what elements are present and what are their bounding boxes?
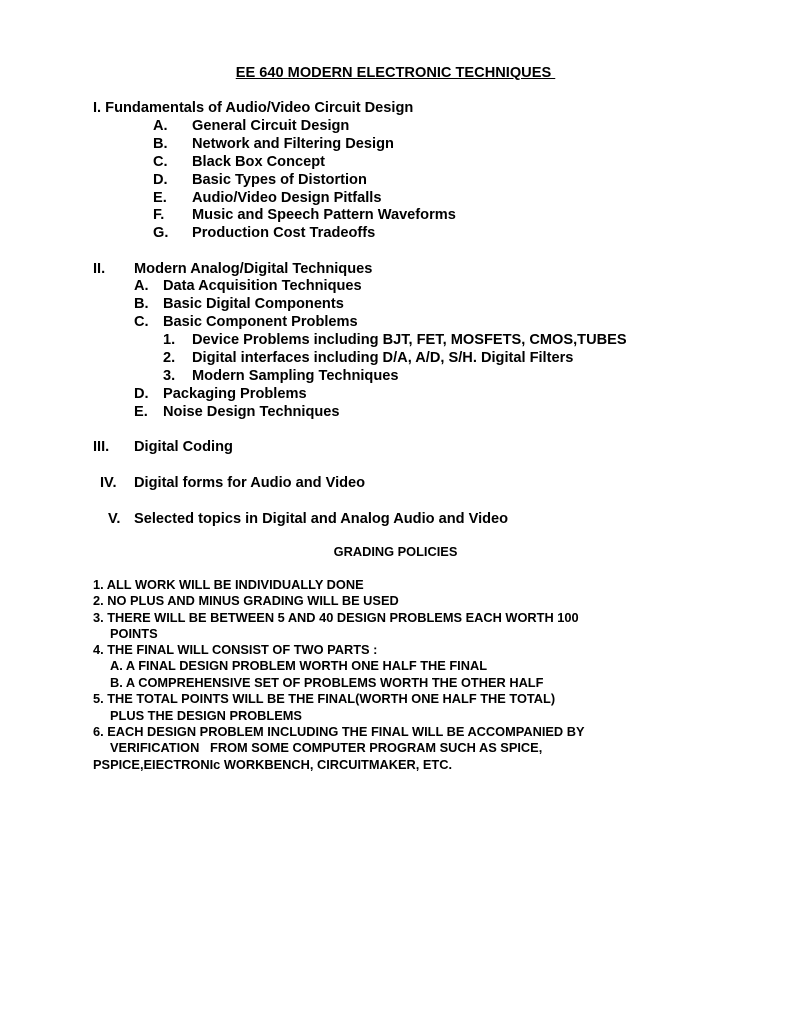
- section-2-subitem-label: 2.: [163, 350, 176, 366]
- section-3-numeral: III.: [93, 439, 110, 455]
- grading-line: PSPICE,EIECTRONIc WORKBENCH, CIRCUITMAKER, ETC.: [93, 757, 453, 772]
- section-1-heading: I. Fundamentals of Audio/Video Circuit Design: [93, 100, 414, 116]
- section-4-heading: Digital forms for Audio and Video: [134, 475, 366, 491]
- section-2-item-label: E.: [134, 404, 148, 420]
- section-2-item-text: Data Acquisition Techniques: [163, 278, 362, 294]
- section-2-item-text: Noise Design Techniques: [163, 404, 340, 420]
- section-1-item-label: D.: [153, 172, 168, 188]
- grading-line: 1. ALL WORK WILL BE INDIVIDUALLY DONE: [93, 577, 364, 592]
- section-2-subitem-text: Device Problems including BJT, FET, MOSFETS, CMOS,TUBES: [192, 332, 627, 348]
- grading-line: B. A COMPREHENSIVE SET OF PROBLEMS WORTH THE OTHER HALF: [110, 675, 544, 690]
- section-2-item-label: D.: [134, 386, 149, 402]
- section-1-item-label: E.: [153, 190, 167, 206]
- section-1-item-text: Black Box Concept: [192, 154, 325, 170]
- grading-line: VERIFICATION FROM SOME COMPUTER PROGRAM SUCH AS SPICE,: [110, 740, 543, 755]
- section-1-item-label: B.: [153, 136, 168, 152]
- section-2-item-text: Basic Digital Components: [163, 296, 344, 312]
- grading-heading: GRADING POLICIES: [333, 544, 458, 559]
- section-1-item-label: A.: [153, 118, 168, 134]
- section-1-item-label: F.: [153, 207, 165, 223]
- section-4-numeral: IV.: [100, 475, 117, 491]
- grading-line: 4. THE FINAL WILL CONSIST OF TWO PARTS :: [93, 642, 378, 657]
- grading-line: POINTS: [110, 626, 158, 641]
- section-1-item-text: Production Cost Tradeoffs: [192, 225, 376, 241]
- grading-line: 2. NO PLUS AND MINUS GRADING WILL BE USED: [93, 593, 399, 608]
- page-title: EE 640 MODERN ELECTRONIC TECHNIQUES: [235, 65, 556, 81]
- grading-line: PLUS THE DESIGN PROBLEMS: [110, 708, 302, 723]
- section-2-heading: Modern Analog/Digital Techniques: [134, 261, 373, 277]
- grading-line: A. A FINAL DESIGN PROBLEM WORTH ONE HALF THE FINAL: [110, 658, 488, 673]
- grading-line: 6. EACH DESIGN PROBLEM INCLUDING THE FINAL WILL BE ACCOMPANIED BY: [93, 724, 585, 739]
- section-3-heading: Digital Coding: [134, 439, 233, 455]
- grading-line: 5. THE TOTAL POINTS WILL BE THE FINAL(WORTH ONE HALF THE TOTAL): [93, 691, 556, 706]
- section-2-subitem-text: Modern Sampling Techniques: [192, 368, 399, 384]
- section-2-item-label: A.: [134, 278, 149, 294]
- grading-line: 3. THERE WILL BE BETWEEN 5 AND 40 DESIGN PROBLEMS EACH WORTH 100: [93, 610, 579, 625]
- section-5-numeral: V.: [108, 511, 121, 527]
- section-1-item-text: General Circuit Design: [192, 118, 350, 134]
- section-2-item-label: C.: [134, 314, 149, 330]
- section-2-subitem-label: 1.: [163, 332, 176, 348]
- section-2-numeral: II.: [93, 261, 106, 277]
- section-5-heading: Selected topics in Digital and Analog Audio and Video: [134, 511, 509, 527]
- section-2-item-label: B.: [134, 296, 149, 312]
- section-1-item-text: Basic Types of Distortion: [192, 172, 367, 188]
- section-2-item-text: Basic Component Problems: [163, 314, 358, 330]
- section-1-item-label: C.: [153, 154, 168, 170]
- section-1-item-text: Music and Speech Pattern Waveforms: [192, 207, 456, 223]
- section-1-item-label: G.: [153, 225, 169, 241]
- section-1-item-text: Audio/Video Design Pitfalls: [192, 190, 382, 206]
- section-2-subitem-text: Digital interfaces including D/A, A/D, S/H. Digital Filters: [192, 350, 574, 366]
- section-2-subitem-label: 3.: [163, 368, 176, 384]
- section-2-item-text: Packaging Problems: [163, 386, 307, 402]
- section-1-item-text: Network and Filtering Design: [192, 136, 394, 152]
